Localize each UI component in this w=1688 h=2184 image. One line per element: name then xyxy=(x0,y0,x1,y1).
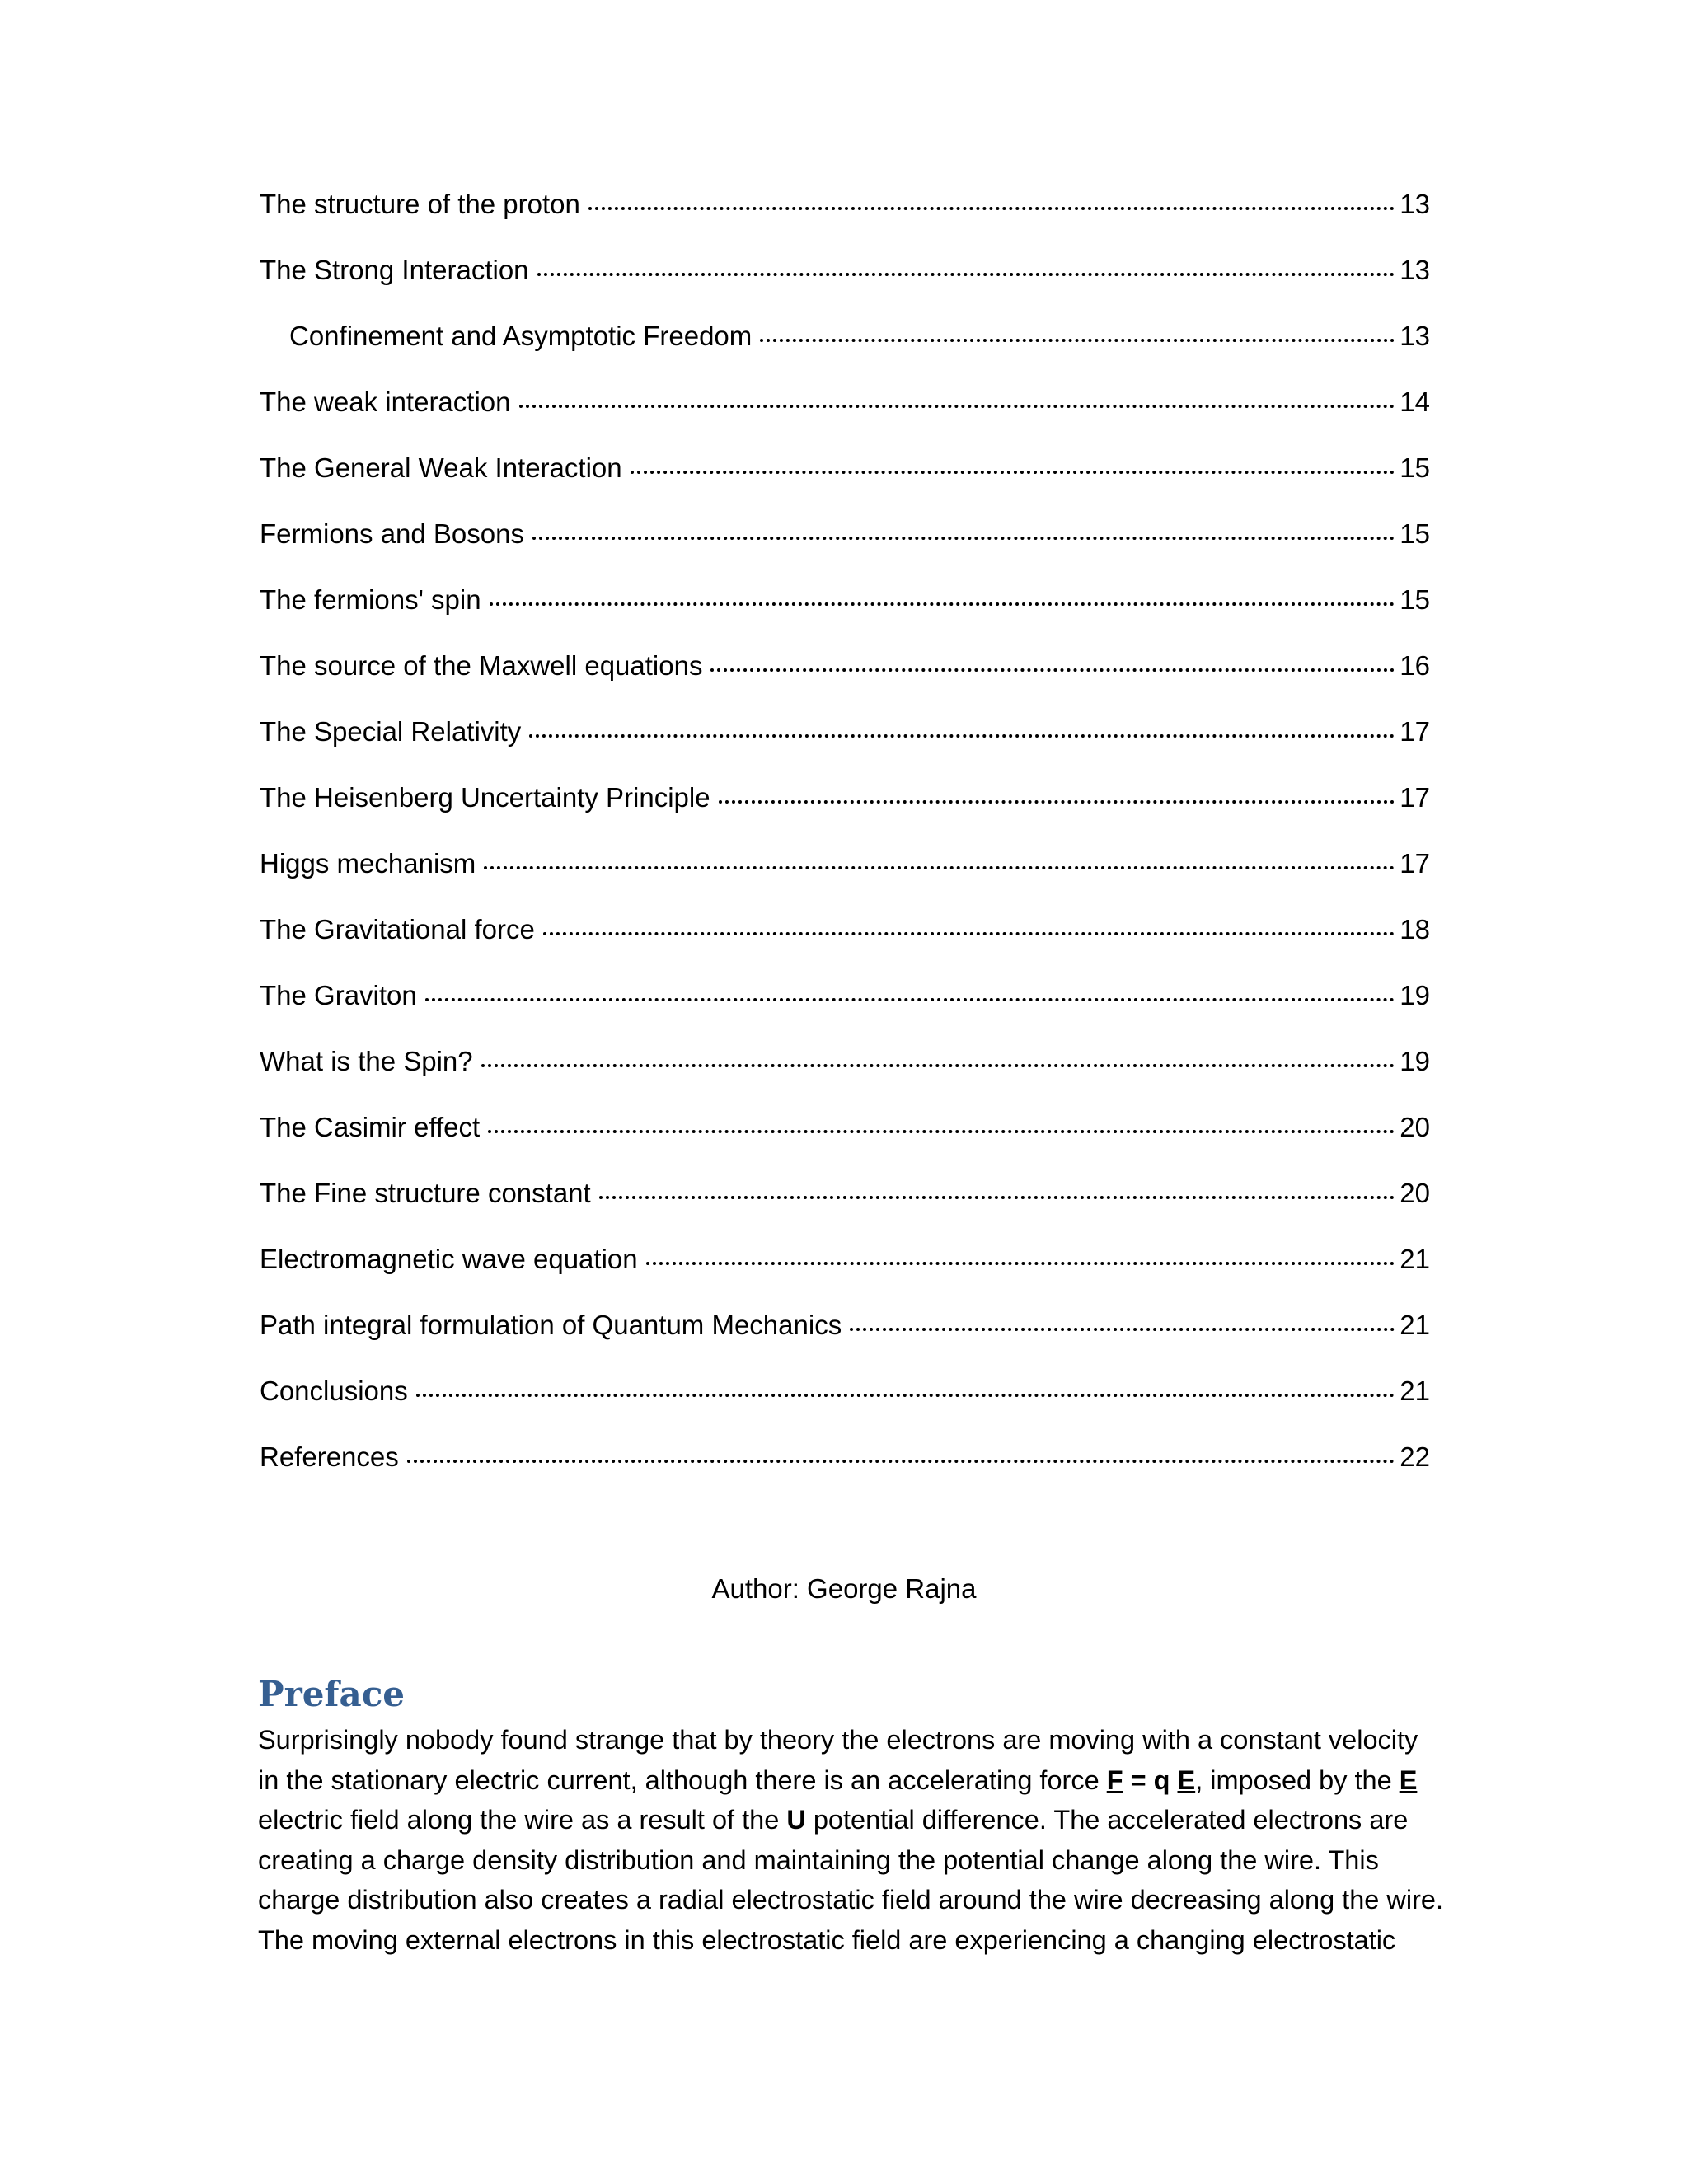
toc-dot-leader xyxy=(631,471,1395,474)
toc-dot-leader xyxy=(484,866,1395,869)
toc-entry-title[interactable]: The structure of the proton xyxy=(260,189,580,219)
toc-entry-page[interactable]: 17 xyxy=(1400,848,1430,879)
field-symbol: E xyxy=(1399,1765,1418,1795)
toc-entry-title[interactable]: Higgs mechanism xyxy=(260,848,476,879)
toc-dot-leader xyxy=(719,800,1395,804)
equals-q-text: = q xyxy=(1123,1765,1178,1795)
toc-entry-page[interactable]: 20 xyxy=(1400,1112,1430,1142)
toc-dot-leader xyxy=(425,998,1395,1001)
toc-entry-title[interactable]: The Graviton xyxy=(260,980,417,1010)
toc-entry[interactable] xyxy=(260,1037,1430,1103)
toc-entry[interactable] xyxy=(260,246,1430,312)
toc-entry-page[interactable]: 18 xyxy=(1400,914,1430,944)
toc-entry[interactable] xyxy=(260,180,1430,246)
toc-entry-title[interactable]: The weak interaction xyxy=(260,387,511,417)
toc-entry-title[interactable]: The Casimir effect xyxy=(260,1112,481,1142)
toc-entry-title[interactable]: Path integral formulation of Quantum Mechanics xyxy=(260,1310,842,1340)
toc-entry-page[interactable]: 16 xyxy=(1400,650,1430,681)
toc-dot-leader xyxy=(529,734,1395,738)
toc-entry-page[interactable]: 13 xyxy=(1400,321,1430,351)
toc-entry-title[interactable]: The General Weak Interaction xyxy=(260,452,622,483)
toc-dot-leader xyxy=(599,1196,1395,1199)
toc-entry[interactable] xyxy=(260,839,1430,905)
toc-entry[interactable] xyxy=(260,1235,1430,1301)
toc-dot-leader xyxy=(850,1328,1395,1331)
preface-text: Surprisingly nobody found strange that by theory the electrons are moving with a constant velocity in the stationary electric current, although there is an accelerating force xyxy=(258,1725,1418,1795)
author-line: Author: George Rajna xyxy=(711,1573,977,1604)
toc-entry-title[interactable]: The Strong Interaction xyxy=(260,255,529,285)
toc-dot-leader xyxy=(646,1262,1395,1265)
toc-dot-leader xyxy=(416,1394,1395,1397)
toc-dot-leader xyxy=(588,207,1395,210)
toc-entry-page[interactable]: 17 xyxy=(1400,716,1430,747)
toc-entry[interactable] xyxy=(260,1301,1430,1366)
toc-dot-leader xyxy=(519,405,1395,408)
toc-entry-page[interactable]: 15 xyxy=(1400,452,1430,483)
toc-entry-page[interactable]: 13 xyxy=(1400,189,1430,219)
toc-dot-leader xyxy=(537,273,1395,276)
toc-dot-leader xyxy=(710,668,1395,672)
toc-entry[interactable] xyxy=(260,1432,1430,1498)
toc-entry[interactable] xyxy=(260,1169,1430,1235)
preface-text: electric field along the wire as a result of the xyxy=(258,1805,787,1835)
toc-entry-page[interactable]: 21 xyxy=(1400,1244,1430,1274)
toc-subentry[interactable] xyxy=(260,312,1430,377)
toc-entry-page[interactable]: 14 xyxy=(1400,387,1430,417)
toc-entry[interactable] xyxy=(260,971,1430,1037)
toc-entry-page[interactable]: 21 xyxy=(1400,1376,1430,1406)
toc-entry[interactable] xyxy=(260,905,1430,971)
toc-dot-leader xyxy=(407,1460,1395,1463)
toc-entry[interactable] xyxy=(260,377,1430,443)
toc-entry-page[interactable]: 15 xyxy=(1400,584,1430,615)
toc-entry[interactable] xyxy=(260,641,1430,707)
toc-entry-title[interactable]: The Heisenberg Uncertainty Principle xyxy=(260,782,710,813)
preface-paragraph xyxy=(258,1720,1445,1960)
toc-entry-page[interactable]: 13 xyxy=(1400,255,1430,285)
toc-entry-page[interactable]: 22 xyxy=(1400,1441,1430,1472)
toc-entry-title[interactable]: The fermions' spin xyxy=(260,584,481,615)
toc-entry-page[interactable]: 15 xyxy=(1400,518,1430,549)
toc-entry[interactable] xyxy=(260,1103,1430,1169)
toc-entry-title[interactable]: The source of the Maxwell equations xyxy=(260,650,703,681)
toc-dot-leader xyxy=(543,932,1395,935)
toc-dot-leader xyxy=(760,339,1395,342)
field-symbol: E xyxy=(1177,1765,1196,1795)
toc-entry-title[interactable]: Conclusions xyxy=(260,1376,408,1406)
toc-entry-title[interactable]: What is the Spin? xyxy=(260,1046,473,1076)
toc-dot-leader xyxy=(488,1130,1395,1133)
toc-entry-page[interactable]: 17 xyxy=(1400,782,1430,813)
preface-text: potential difference. The accelerated electrons are creating a charge density distribution and maintaining the potential change along the wire. This charge distribution also creates a radial electrostatic field around the wire decreasing along the wire. The moving external electrons in this electrostatic field are experiencing a changing electrostatic xyxy=(258,1805,1444,1955)
toc-entry-page[interactable]: 20 xyxy=(1400,1178,1430,1208)
potential-symbol: U xyxy=(786,1805,806,1835)
toc-entry[interactable] xyxy=(260,707,1430,773)
preface-text: , imposed by the xyxy=(1195,1765,1400,1795)
toc-entry-page[interactable]: 19 xyxy=(1400,980,1430,1010)
toc-entry-title[interactable]: References xyxy=(260,1441,399,1472)
toc-entry-title[interactable]: Fermions and Bosons xyxy=(260,518,524,549)
toc-dot-leader xyxy=(490,602,1395,606)
toc-entry-title[interactable]: Confinement and Asymptotic Freedom xyxy=(289,321,753,351)
toc-entry[interactable] xyxy=(260,773,1430,839)
toc-entry-page[interactable]: 19 xyxy=(1400,1046,1430,1076)
preface-heading: Preface xyxy=(258,1674,406,1714)
toc-entry[interactable] xyxy=(260,1366,1430,1432)
toc-entry-title[interactable]: Electromagnetic wave equation xyxy=(260,1244,638,1274)
toc-entry-title[interactable]: The Special Relativity xyxy=(260,716,522,747)
toc-entry-title[interactable]: The Fine structure constant xyxy=(260,1178,591,1208)
table-of-contents xyxy=(260,180,1430,1498)
toc-entry[interactable] xyxy=(260,575,1430,641)
toc-dot-leader xyxy=(532,537,1395,540)
toc-entry[interactable] xyxy=(260,443,1430,509)
toc-entry-page[interactable]: 21 xyxy=(1400,1310,1430,1340)
toc-entry[interactable] xyxy=(260,509,1430,575)
toc-dot-leader xyxy=(481,1064,1395,1067)
toc-entry-title[interactable]: The Gravitational force xyxy=(260,914,535,944)
force-symbol: F xyxy=(1106,1765,1123,1795)
